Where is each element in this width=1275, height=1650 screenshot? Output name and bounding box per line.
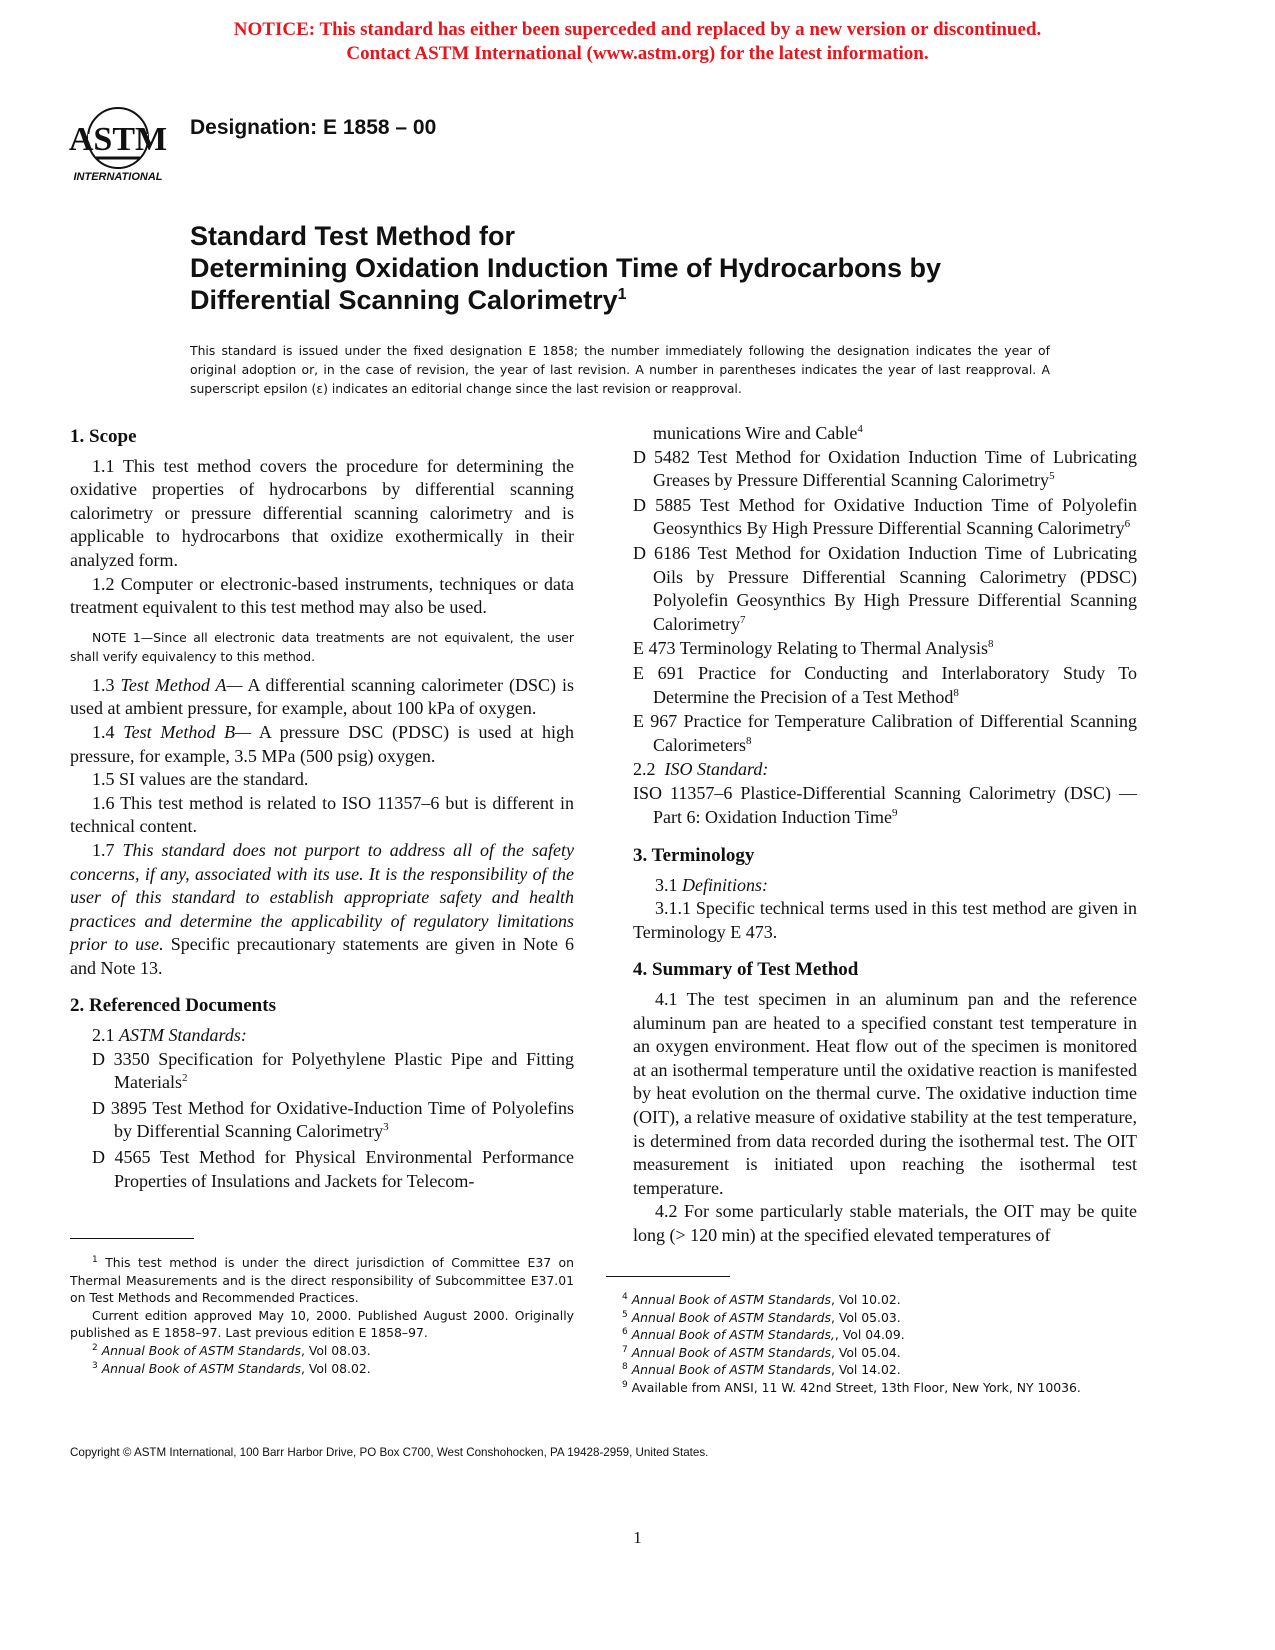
ref-footnote-mark: 8	[988, 638, 994, 651]
logo-subtext: INTERNATIONAL	[73, 171, 163, 183]
ref-footnote-mark: 6	[1124, 518, 1131, 531]
copyright: Copyright © ASTM International, 100 Barr Harbor Drive, PO Box C700, West Conshohocken, PA 19428-2959, United States.	[70, 1446, 709, 1459]
notice-line-2: Contact ASTM International (www.astm.org) for the latest information.	[346, 43, 929, 64]
ref-footnote-mark: 7	[739, 613, 746, 626]
para-2-1	[70, 1024, 574, 1048]
test-method-b-label: Test Method B—	[123, 721, 252, 742]
para-text: A pressure DSC (PDSC) is used at high pressure, for example, 3.5 MPa (500 psig) oxygen.	[70, 721, 575, 766]
footnotes-right	[606, 1291, 1126, 1397]
footnote-1	[70, 1254, 574, 1307]
supersede-notice	[0, 18, 1275, 66]
ref-d5885	[633, 494, 1137, 541]
ref-d5482	[633, 446, 1137, 493]
footnote-volume: , Vol 10.02.	[830, 1292, 901, 1307]
footnote-source: Annual Book of ASTM Standards	[631, 1362, 831, 1378]
astm-logo-icon	[66, 104, 176, 184]
para-num: 2.1	[92, 1025, 115, 1046]
footnote-9	[606, 1379, 1126, 1397]
issued-note: This standard is issued under the fixed designation E 1858; the number immediately following the designation indicates the year of original adoption or, in the case of revision, the year of last revision. A number in parentheses indicates the year of last reapproval. A superscript epsilon (ε) indicates an editorial change since the last revision or reapproval.	[190, 343, 1050, 396]
footnote-source: Annual Book of ASTM Standards	[631, 1309, 831, 1325]
footnote-4	[606, 1291, 1126, 1309]
footnote-text: Available from ANSI, 11 W. 42nd Street, 13th Floor, New York, NY 10036.	[627, 1379, 1081, 1395]
test-method-a-label: Test Method A—	[120, 674, 243, 695]
para-1-2: 1.2 Computer or electronic-based instruments, techniques or data treatment equivalent to this test method may also be used.	[70, 573, 574, 618]
section-2-heading: 2. Referenced Documents	[70, 995, 276, 1017]
footnote-mark: 8	[622, 1362, 628, 1373]
footnote-rule-right	[606, 1276, 730, 1277]
footnote-source: Annual Book of ASTM Standards	[631, 1292, 831, 1307]
para-4-1: 4.1 The test specimen in an aluminum pan and the reference aluminum pan are heated to a specified constant test temperature in an oxygen environment. Heat flow out of the specimen is monitored at an isothermal temperature until the oxidative reaction is manifested by heat evolution on the thermal curve. The oxidative induction time (OIT), a relative measure of oxidative stability at the test temperature, is determined from data recorded during the isothermal test. The OIT measurement is initiated upon reaching the isothermal test temperature.	[633, 989, 1137, 1198]
title-line-2: Determining Oxidation Induction Time of Hydrocarbons by	[190, 253, 942, 283]
logo-wordmark: ASTM	[68, 121, 168, 158]
footnote-mark: 3	[92, 1360, 98, 1371]
footnote-mark: 7	[622, 1344, 628, 1355]
ref-text: E 691 Practice for Conducting and Interlaboratory Study To Determine the Precision of a Test Method	[633, 662, 1137, 707]
page-number: 1	[633, 1528, 642, 1547]
document-title	[190, 220, 941, 316]
ref-text: D 6186 Test Method for Oxidation Induction Time of Lubricating Oils by Pressure Differential Scanning Calorimetry (PDSC) Polyolefin Geosynthics By High Pressure Differential Scanning Calorimetry	[633, 542, 1137, 634]
para-1-4	[70, 721, 574, 768]
title-line-3	[190, 284, 941, 316]
safety-statement: This standard does not purport to address all of the safety concerns, if any, associated with its use. It is the responsibility of the user of this standard to establish appropriate safety and health practices and determine the applicability of regulatory limitations prior to use.	[70, 839, 574, 955]
ref-footnote-mark: 2	[181, 1072, 188, 1085]
note-1: NOTE 1—Since all electronic data treatments are not equivalent, the user shall verify equivalency to this method.	[70, 629, 574, 664]
ref-text: D 5482 Test Method for Oxidation Induction Time of Lubricating Greases by Pressure Differential Scanning Calorimetry	[633, 446, 1137, 491]
footnote-mark: 1	[92, 1254, 98, 1265]
footnote-source: Annual Book of ASTM Standards	[631, 1344, 831, 1360]
ref-text: D 5885 Test Method for Oxidative Induction Time of Polyolefin Geosynthics By High Pressure Differential Scanning Calorimetry	[633, 494, 1137, 539]
footnote-volume: , Vol 04.09.	[834, 1327, 905, 1343]
footnote-3	[70, 1360, 574, 1378]
footnotes-left	[70, 1254, 574, 1377]
ref-text: D 3350 Specification for Polyethylene Plastic Pipe and Fitting Materials	[92, 1048, 574, 1093]
ref-text: E 967 Practice for Temperature Calibration of Differential Scanning Calorimeters	[633, 711, 1137, 755]
footnote-source: Annual Book of ASTM Standards	[101, 1360, 301, 1376]
ref-text: munications Wire and Cable	[653, 423, 858, 443]
footnote-volume: , Vol 08.02.	[300, 1360, 371, 1376]
footnote-mark: 2	[92, 1342, 98, 1353]
section-4-heading: 4. Summary of Test Method	[633, 959, 859, 981]
astm-standards-label: ASTM Standards:	[119, 1025, 247, 1046]
ref-d6186	[633, 542, 1137, 636]
ref-e473	[633, 637, 1137, 661]
para-num: 1.3	[92, 674, 115, 695]
ref-d3350	[92, 1048, 574, 1095]
para-3-1	[633, 874, 1137, 898]
para-1-7	[70, 839, 574, 981]
title-line-1: Standard Test Method for	[190, 221, 516, 251]
ref-footnote-mark: 9	[892, 806, 898, 819]
left-column	[70, 425, 574, 1195]
designation: Designation: E 1858 – 00	[190, 116, 437, 139]
footnote-1-current-edition: Current edition approved May 10, 2000. Published August 2000. Originally published as E 1858–97. Last previous edition E 1858–97.	[70, 1307, 574, 1341]
footnote-volume: , Vol 05.03.	[830, 1309, 901, 1325]
para-num: 3.1	[655, 874, 678, 895]
footnote-volume: , Vol 05.04.	[830, 1344, 901, 1360]
ref-footnote-mark: 5	[1049, 470, 1055, 483]
footnote-text: This test method is under the direct jurisdiction of Committee E37 on Thermal Measurements and is the direct responsibility of Subcommittee E37.01 on Test Methods and Recommended Practices.	[70, 1255, 574, 1306]
footnote-mark: 4	[622, 1291, 628, 1302]
para-num: 1.4	[92, 721, 115, 742]
section-3-heading: 3. Terminology	[633, 845, 755, 867]
ref-d3895	[92, 1097, 574, 1144]
footnote-volume: , Vol 14.02.	[830, 1362, 901, 1378]
footnote-5	[606, 1309, 1126, 1327]
para-1-6: 1.6 This test method is related to ISO 11357–6 but is different in technical content.	[70, 792, 574, 837]
para-text: Specific precautionary statements are given in Note 6 and Note 13.	[70, 934, 574, 978]
footnote-2	[70, 1342, 574, 1360]
section-1-heading: 1. Scope	[70, 426, 137, 447]
astm-logo	[66, 104, 176, 184]
ref-footnote-mark: 4	[857, 423, 863, 435]
ref-text: ISO 11357–6 Plastice-Differential Scanning Calorimetry (DSC) — Part 6: Oxidation Induction Time	[633, 782, 1137, 827]
footnote-mark: 5	[622, 1309, 628, 1320]
footnote-volume: , Vol 08.03.	[300, 1342, 371, 1358]
notice-line-1: NOTICE: This standard has either been superceded and replaced by a new version or discontinued.	[233, 19, 1042, 40]
definitions-label: Definitions:	[682, 874, 768, 895]
title-footnote-mark: 1	[617, 286, 627, 303]
para-1-5: 1.5 SI values are the standard.	[92, 769, 309, 790]
footnote-rule-left	[70, 1238, 194, 1239]
iso-standard-label: ISO Standard:	[664, 759, 769, 780]
ref-iso	[633, 782, 1137, 829]
footnote-source: Annual Book of ASTM Standards	[101, 1342, 301, 1358]
para-1-3	[70, 674, 574, 721]
para-text: A differential scanning calorimeter (DSC) is used at ambient pressure, for example, about 100 kPa of oxygen.	[70, 674, 575, 719]
para-1-1: 1.1 This test method covers the procedure for determining the oxidative properties of hydrocarbons by differential scanning calorimetry or pressure differential scanning calorimetry and is applicable to hydrocarbons that oxidize exothermically in their analyzed form.	[70, 455, 574, 570]
right-column	[633, 422, 1137, 1248]
ref-footnote-mark: 8	[745, 734, 752, 747]
footnote-source: Annual Book of ASTM Standards,	[631, 1327, 835, 1343]
footnote-8	[606, 1361, 1126, 1379]
para-4-2: 4.2 For some particularly stable materials, the OIT may be quite long (> 120 min) at the specified elevated temperatures of	[633, 1201, 1137, 1245]
para-num: 2.2	[633, 759, 656, 780]
ref-footnote-mark: 3	[383, 1121, 389, 1134]
footnote-7	[606, 1344, 1126, 1362]
para-2-2	[633, 758, 1137, 782]
footnote-mark: 9	[622, 1379, 628, 1390]
ref-footnote-mark: 8	[953, 686, 959, 699]
footnote-mark: 6	[622, 1327, 628, 1338]
ref-e691	[633, 662, 1137, 709]
para-num: 1.7	[92, 839, 115, 860]
title-line-3-text: Differential Scanning Calorimetry	[190, 285, 618, 315]
ref-e967	[633, 710, 1137, 757]
footnote-6	[606, 1326, 1126, 1344]
ref-text: D 3895 Test Method for Oxidative-Induction Time of Polyolefins by Differential Scanning Calorimetry	[92, 1097, 574, 1142]
para-3-1-1: 3.1.1 Specific technical terms used in this test method are given in Terminology E 473.	[633, 898, 1137, 942]
ref-d4565: D 4565 Test Method for Physical Environmental Performance Properties of Insulations and Jackets for Telecom-	[92, 1147, 574, 1191]
ref-d4565-continued	[633, 422, 1137, 446]
ref-text: E 473 Terminology Relating to Thermal Analysis	[633, 638, 989, 659]
